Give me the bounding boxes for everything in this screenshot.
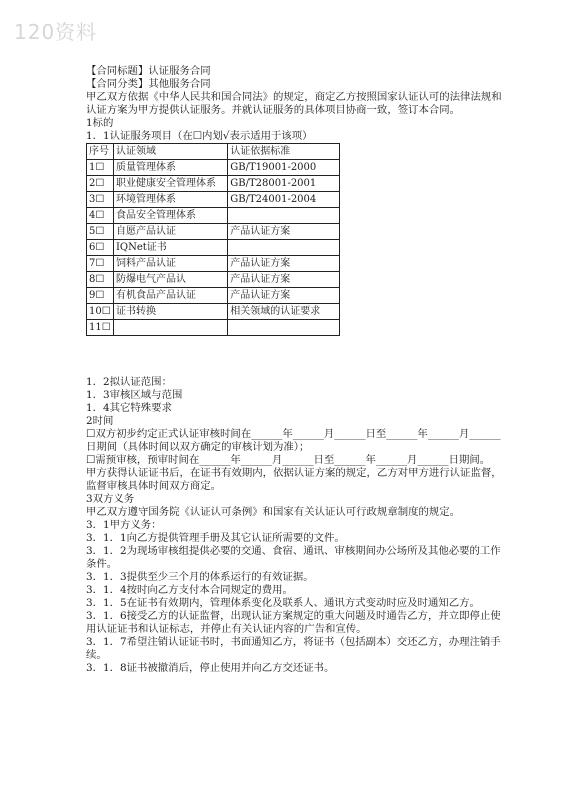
contract-category-line: 【合同分类】其他服务合同 bbox=[86, 78, 211, 90]
section1-2-line: 1．2拟认证范围： bbox=[86, 376, 172, 388]
cert-standard: 产品认证方案 bbox=[228, 256, 340, 272]
watermark: 120资料 bbox=[14, 20, 98, 44]
row-number-checkbox[interactable]: 5☐ bbox=[87, 224, 114, 240]
cert-field: 质量管理体系 bbox=[113, 160, 227, 176]
row-number-checkbox[interactable]: 4☐ bbox=[87, 208, 114, 224]
contract-document bbox=[86, 65, 506, 675]
cert-standard: GB/T24001-2004 bbox=[228, 192, 340, 208]
cert-field: 证书转换 bbox=[113, 304, 227, 320]
section2-heading: 2时间 bbox=[86, 415, 114, 427]
table-header-cell: 认证领域 bbox=[113, 144, 227, 160]
obligation-item: 3．1．1向乙方提供管理手册及其它认证所需要的文件。 bbox=[86, 532, 345, 544]
cert-standard: 产品认证方案 bbox=[228, 224, 340, 240]
cert-standard: GB/T19001-2000 bbox=[228, 160, 340, 176]
table-row bbox=[87, 288, 340, 304]
row-number-checkbox[interactable]: 6☐ bbox=[87, 240, 114, 256]
cert-standard bbox=[228, 320, 340, 336]
row-number-checkbox[interactable]: 1☐ bbox=[87, 160, 114, 176]
audit-time-option[interactable]: ☐双方初步约定正式认证审核时间在______年______月______日至______年______月______日期间（具体时间以双方确定的审核计划为准）； bbox=[86, 428, 501, 453]
cert-field: 防爆电气产品认 bbox=[113, 272, 227, 288]
pre-audit-time-option[interactable]: ☐需预审核，预审时间在______年______月______日至______年______月______日期间。 bbox=[86, 454, 491, 466]
row-number-checkbox[interactable]: 11☐ bbox=[87, 320, 114, 336]
table-row bbox=[87, 320, 340, 336]
section2-paragraph: 甲方获得认证证书后，在证书有效期内，依据认证方案的规定，乙方对甲方进行认证监督，监督审核具体时间双方商定。 bbox=[86, 467, 502, 492]
table-row bbox=[87, 272, 340, 288]
cert-standard: GB/T28001-2001 bbox=[228, 176, 340, 192]
table-row bbox=[87, 192, 340, 208]
row-number-checkbox[interactable]: 2☐ bbox=[87, 176, 114, 192]
obligation-item: 3．1．5在证书有效期内，管理体系变化及联系人、通讯方式变动时应及时通知乙方。 bbox=[86, 597, 480, 609]
obligation-item: 3．1．4按时向乙方支付本合同规定的费用。 bbox=[86, 584, 293, 596]
table-header-row bbox=[87, 144, 340, 160]
table-header-cell: 认证依据标准 bbox=[228, 144, 340, 160]
section1-3-line: 1．3审核区域与范围 bbox=[86, 389, 183, 401]
table-row bbox=[87, 208, 340, 224]
cert-field bbox=[113, 320, 227, 336]
row-number-checkbox[interactable]: 8☐ bbox=[87, 272, 114, 288]
table-row bbox=[87, 256, 340, 272]
section1-4-line: 1．4其它特殊要求 bbox=[86, 402, 172, 414]
cert-field: 职业健康安全管理体系 bbox=[113, 176, 227, 192]
service-items-table bbox=[86, 143, 340, 336]
table-row bbox=[87, 224, 340, 240]
obligation-item: 3．1．7希望注销认证证书时，书面通知乙方，将证书（包括副本）交还乙方，办理注销手续。 bbox=[86, 636, 501, 661]
section3-paragraph: 甲乙双方遵守国务院《认证认可条例》和国家有关认证认可行政规章制度的规定。 bbox=[86, 506, 461, 518]
cert-field: IQNet证书 bbox=[113, 240, 227, 256]
table-row bbox=[87, 304, 340, 320]
table-row bbox=[87, 176, 340, 192]
row-number-checkbox[interactable]: 10☐ bbox=[87, 304, 114, 320]
cert-standard bbox=[228, 240, 340, 256]
section3-1-heading: 3．1甲方义务： bbox=[86, 519, 162, 531]
section3-heading: 3双方义务 bbox=[86, 493, 135, 505]
cert-standard: 产品认证方案 bbox=[228, 272, 340, 288]
obligation-item: 3．1．8证书被撤消后，停止使用并向乙方交还证书。 bbox=[86, 662, 335, 674]
obligation-item: 3．1．6接受乙方的认证监督，出现认证方案规定的重大问题及时通告乙方，并立即停止使用认证证书和认证标志，并停止有关认证内容的广告和宣传。 bbox=[86, 610, 501, 635]
cert-field: 环境管理体系 bbox=[113, 192, 227, 208]
contract-title-line: 【合同标题】认证服务合同 bbox=[86, 65, 211, 77]
cert-field: 有机食品产品认证 bbox=[113, 288, 227, 304]
cert-standard: 产品认证方案 bbox=[228, 288, 340, 304]
spacer bbox=[86, 336, 506, 376]
section1-1-heading: 1．1认证服务项目（在☐内划√表示适用于该项） bbox=[86, 130, 313, 142]
cert-field: 饲料产品认证 bbox=[113, 256, 227, 272]
row-number-checkbox[interactable]: 9☐ bbox=[87, 288, 114, 304]
cert-standard bbox=[228, 208, 340, 224]
intro-paragraph: 甲乙双方依据《中华人民共和国合同法》的规定，商定乙方按照国家认证认可的法律法规和认证方案为甲方提供认证服务。并就认证服务的具体项目协商一致，签订本合同。 bbox=[86, 91, 502, 116]
cert-field: 食品安全管理体系 bbox=[113, 208, 227, 224]
obligation-item: 3．1．3提供至少三个月的体系运行的有效证据。 bbox=[86, 571, 314, 583]
table-header-cell: 序号 bbox=[87, 144, 114, 160]
table-row bbox=[87, 160, 340, 176]
row-number-checkbox[interactable]: 3☐ bbox=[87, 192, 114, 208]
section1-heading: 1标的 bbox=[86, 117, 114, 129]
cert-standard: 相关领域的认证要求 bbox=[228, 304, 340, 320]
obligation-item: 3．1．2为现场审核组提供必要的交通、食宿、通讯、审核期间办公场所及其他必要的工作条件。 bbox=[86, 545, 501, 570]
row-number-checkbox[interactable]: 7☐ bbox=[87, 256, 114, 272]
table-row bbox=[87, 240, 340, 256]
cert-field: 自愿产品认证 bbox=[113, 224, 227, 240]
